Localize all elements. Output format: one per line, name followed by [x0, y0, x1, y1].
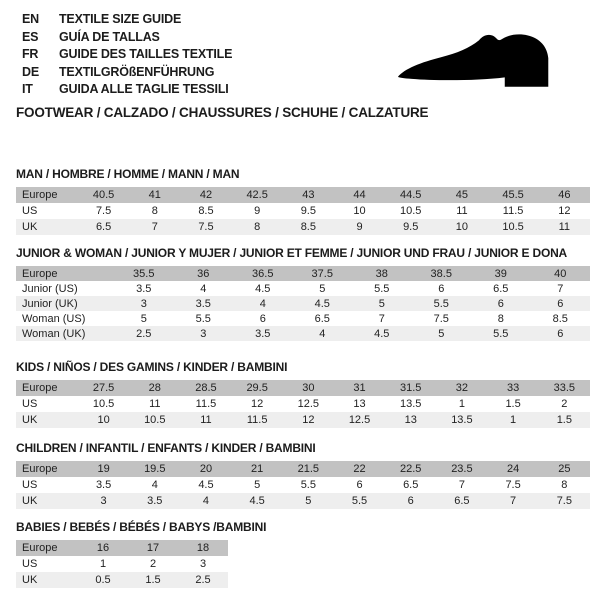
table-row	[16, 493, 590, 509]
language-title-block	[22, 11, 232, 99]
size-cell: 28.5	[180, 380, 231, 396]
size-cell: 7	[378, 312, 385, 325]
table-row	[16, 556, 228, 572]
size-section-babies	[16, 521, 590, 588]
row-label: Woman (US)	[22, 312, 86, 325]
table-row	[16, 572, 228, 588]
size-cell: 4.5	[293, 296, 353, 311]
size-table-kids	[16, 380, 590, 428]
size-cell: 42.5	[232, 187, 283, 203]
size-cell: 4	[233, 296, 293, 311]
size-cell: 13.5	[436, 412, 487, 428]
size-cell: 6	[259, 312, 266, 325]
size-cell: 2.5	[178, 572, 228, 588]
language-row	[22, 64, 232, 82]
size-cell: 16	[78, 540, 128, 556]
size-cell: 6.5	[493, 282, 509, 295]
table-row	[16, 326, 590, 341]
size-cell: 22	[334, 461, 385, 477]
size-cell: 11.5	[195, 398, 217, 410]
row-label: Junior (US)	[22, 282, 78, 295]
table-header-row	[16, 461, 590, 477]
size-cell: 17	[128, 540, 178, 556]
size-cell: 36	[174, 266, 234, 281]
language-label: GUIDE DES TAILLES TEXTILE	[59, 47, 233, 62]
size-cell: 24	[488, 461, 539, 477]
size-cell: 9	[254, 205, 261, 217]
size-cell: 6	[356, 479, 363, 491]
size-cell: 8	[151, 205, 158, 217]
section-title: KIDS / NIÑOS / DES GAMINS / KINDER / BAMBINI	[16, 360, 288, 374]
size-cell: 4	[180, 493, 231, 509]
size-cell: 0.5	[78, 572, 128, 588]
size-cell: 12.5	[297, 398, 320, 410]
row-label: UK	[16, 493, 78, 509]
size-cell: 35.5	[114, 266, 174, 281]
row-label: US	[22, 398, 38, 410]
size-cell: 3	[174, 326, 234, 341]
section-title: MAN / HOMBRE / HOMME / MANN / MAN	[16, 167, 240, 181]
size-cell: 45	[436, 187, 487, 203]
language-code: EN	[22, 12, 39, 26]
size-cell: 8.5	[552, 312, 568, 325]
language-row	[22, 29, 232, 47]
size-cell: 12	[251, 398, 264, 410]
size-section-man	[16, 168, 590, 235]
size-cell: 10	[353, 205, 366, 217]
size-cell: 6.5	[436, 493, 487, 509]
table-row	[16, 311, 590, 326]
language-label: TEXTILE SIZE GUIDE	[59, 12, 182, 26]
size-cell: 33.5	[539, 380, 590, 396]
size-table-junior-woman	[16, 266, 590, 341]
size-cell: 13	[385, 412, 436, 428]
size-cell: 6.5	[314, 312, 330, 325]
size-cell: 19.5	[129, 461, 180, 477]
size-cell: 10.5	[129, 412, 180, 428]
size-cell: 3	[199, 558, 207, 570]
table-header-row	[16, 380, 590, 396]
row-label: US	[22, 479, 38, 491]
size-cell: 27.5	[78, 380, 129, 396]
size-cell: 42	[180, 187, 231, 203]
size-cell: 12	[558, 205, 571, 217]
size-cell: 1.5	[505, 398, 521, 410]
row-label: Junior (UK)	[16, 296, 114, 311]
size-cell: 1	[99, 558, 107, 570]
row-label: Europe	[16, 540, 78, 556]
size-cell: 21	[232, 461, 283, 477]
table-row	[16, 296, 590, 311]
size-cell: 8	[497, 312, 504, 325]
language-row	[22, 11, 232, 29]
size-cell: 6	[531, 296, 591, 311]
size-cell: 10.5	[92, 398, 115, 410]
size-cell: 39	[471, 266, 531, 281]
size-cell: 1.5	[539, 412, 590, 428]
size-cell: 2.5	[114, 326, 174, 341]
size-cell: 4.5	[198, 479, 214, 491]
row-label: Woman (UK)	[16, 326, 114, 341]
size-cell: 4	[200, 282, 207, 295]
size-cell: 5.5	[412, 296, 472, 311]
size-section-kids	[16, 361, 590, 428]
size-cell: 7.5	[95, 205, 112, 217]
size-cell: 9.5	[300, 205, 316, 217]
row-label: UK	[16, 412, 78, 428]
size-tables	[16, 168, 590, 588]
table-row	[16, 203, 590, 219]
size-cell: 21.5	[283, 461, 334, 477]
size-cell: 9.5	[385, 219, 436, 235]
size-cell: 11	[149, 398, 161, 410]
size-cell: 7.5	[505, 479, 521, 491]
size-cell: 3.5	[129, 493, 180, 509]
size-cell: 3.5	[174, 296, 234, 311]
size-cell: 40.5	[78, 187, 129, 203]
size-cell: 6	[385, 493, 436, 509]
size-cell: 11.5	[502, 205, 524, 217]
language-row	[22, 81, 232, 99]
size-table-babies	[16, 540, 228, 588]
size-section-children	[16, 442, 590, 509]
size-cell: 13.5	[400, 398, 422, 410]
size-cell: 18	[178, 540, 228, 556]
size-cell: 5.5	[374, 282, 390, 295]
size-section-junior-woman	[16, 247, 590, 341]
size-cell: 5	[319, 282, 326, 295]
size-table-man	[16, 187, 590, 235]
size-cell: 33	[488, 380, 539, 396]
language-code: IT	[22, 82, 33, 97]
row-label: UK	[16, 219, 78, 235]
size-cell: 44	[334, 187, 385, 203]
size-cell: 44.5	[385, 187, 436, 203]
section-title: CHILDREN / INFANTIL / ENFANTS / KINDER / BAMBINI	[16, 441, 316, 455]
size-cell: 5.5	[471, 326, 531, 341]
size-cell: 2	[561, 398, 568, 410]
size-cell: 3	[114, 296, 174, 311]
size-cell: 30	[283, 380, 334, 396]
size-cell: 3.5	[136, 282, 152, 295]
size-cell: 7	[129, 219, 180, 235]
size-cell: 5	[352, 296, 412, 311]
size-cell: 20	[180, 461, 231, 477]
table-row	[16, 477, 590, 493]
row-label: Europe	[16, 187, 78, 203]
size-cell: 4.5	[352, 326, 412, 341]
size-cell: 3	[78, 493, 129, 509]
size-cell: 29.5	[232, 380, 283, 396]
size-cell: 37.5	[293, 266, 353, 281]
size-cell: 23.5	[436, 461, 487, 477]
size-cell: 7	[458, 479, 465, 491]
row-label: Europe	[16, 380, 78, 396]
language-code: DE	[22, 64, 39, 79]
size-cell: 5	[412, 326, 472, 341]
size-cell: 6	[531, 326, 591, 341]
size-cell: 1	[458, 398, 465, 410]
size-cell: 3.5	[95, 479, 112, 491]
size-cell: 5.5	[334, 493, 385, 509]
row-label: US	[22, 558, 38, 570]
table-row	[16, 281, 590, 296]
size-cell: 7	[488, 493, 539, 509]
size-cell: 7.5	[180, 219, 231, 235]
size-cell: 9	[334, 219, 385, 235]
row-label: UK	[16, 572, 78, 588]
table-row	[16, 396, 590, 412]
size-cell: 7.5	[539, 493, 590, 509]
size-cell: 8	[232, 219, 283, 235]
size-cell: 5	[283, 493, 334, 509]
size-cell: 32	[436, 380, 487, 396]
size-cell: 4	[151, 479, 158, 491]
size-cell: 7	[557, 282, 564, 295]
size-cell: 6	[438, 282, 445, 295]
size-cell: 1.5	[128, 572, 178, 588]
size-cell: 28	[129, 380, 180, 396]
size-cell: 38	[352, 266, 412, 281]
size-cell: 22.5	[385, 461, 436, 477]
table-header-row	[16, 266, 590, 281]
row-label: US	[22, 205, 38, 217]
size-cell: 12	[283, 412, 334, 428]
dress-shoe-icon	[392, 31, 574, 97]
size-cell: 8.5	[283, 219, 334, 235]
size-cell: 11	[539, 219, 590, 235]
size-cell: 3.5	[233, 326, 293, 341]
size-cell: 31.5	[385, 380, 436, 396]
size-cell: 7.5	[433, 312, 449, 325]
size-cell: 43	[283, 187, 334, 203]
size-cell: 5	[254, 479, 261, 491]
size-cell: 11	[180, 412, 231, 428]
size-cell: 5	[140, 312, 147, 325]
size-cell: 40	[531, 266, 591, 281]
table-row	[16, 219, 590, 235]
language-label: GUIDA ALLE TAGLIE TESSILI	[59, 82, 229, 97]
size-cell: 13	[353, 398, 366, 410]
language-label: TEXTILGRÖßENFÜHRUNG	[59, 64, 215, 79]
size-cell: 12.5	[334, 412, 385, 428]
size-cell: 4.5	[255, 282, 271, 295]
size-cell: 10	[436, 219, 487, 235]
section-title: JUNIOR & WOMAN / JUNIOR Y MUJER / JUNIOR ET FEMME / JUNIOR UND FRAU / JUNIOR E DONA	[16, 246, 568, 260]
table-header-row	[16, 540, 228, 556]
size-cell: 46	[539, 187, 590, 203]
section-title: BABIES / BEBÉS / BÉBÉS / BABYS /BAMBINI	[16, 520, 267, 534]
size-cell: 11	[456, 205, 468, 217]
table-row	[16, 412, 590, 428]
size-cell: 10.5	[488, 219, 539, 235]
category-header: FOOTWEAR / CALZADO / CHAUSSURES / SCHUHE / CALZATURE	[16, 105, 429, 120]
language-code: FR	[22, 47, 39, 62]
size-cell: 10	[78, 412, 129, 428]
size-cell: 11.5	[232, 412, 283, 428]
language-code: ES	[22, 29, 39, 44]
size-cell: 45.5	[488, 187, 539, 203]
size-cell: 8	[561, 479, 568, 491]
size-cell: 25	[539, 461, 590, 477]
size-cell: 5.5	[300, 479, 316, 491]
size-cell: 8.5	[198, 205, 214, 217]
size-cell: 38.5	[412, 266, 472, 281]
size-cell: 1	[488, 412, 539, 428]
size-cell: 4	[293, 326, 353, 341]
language-label: GUÍA DE TALLAS	[59, 29, 160, 44]
size-cell: 6	[471, 296, 531, 311]
language-row	[22, 46, 232, 64]
size-cell: 6.5	[78, 219, 129, 235]
table-header-row	[16, 187, 590, 203]
size-cell: 31	[334, 380, 385, 396]
row-label: Europe	[16, 266, 114, 281]
size-cell: 10.5	[400, 205, 422, 217]
size-cell: 4.5	[232, 493, 283, 509]
size-cell: 2	[149, 558, 157, 570]
size-cell: 41	[129, 187, 180, 203]
size-cell: 19	[78, 461, 129, 477]
size-cell: 5.5	[195, 312, 211, 325]
size-cell: 6.5	[403, 479, 419, 491]
size-cell: 36.5	[233, 266, 293, 281]
size-table-children	[16, 461, 590, 509]
row-label: Europe	[16, 461, 78, 477]
